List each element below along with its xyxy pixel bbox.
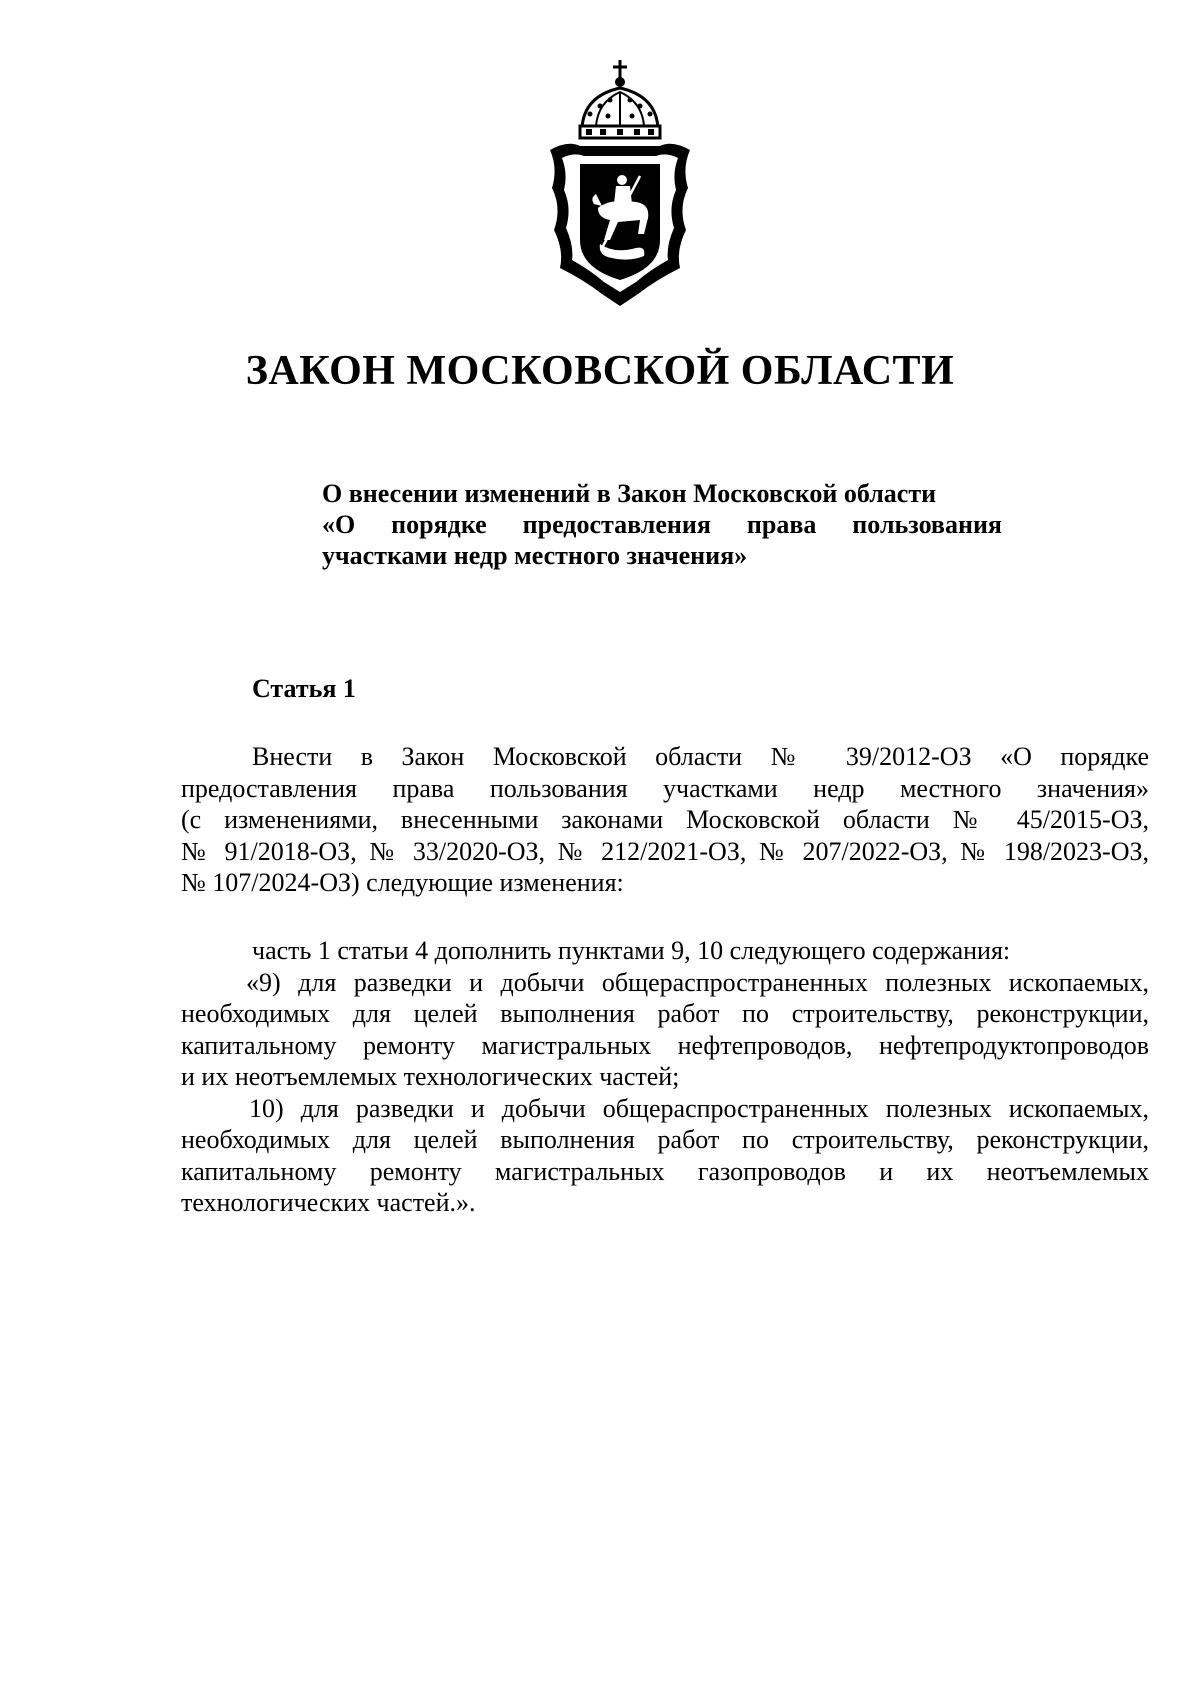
paragraph-line: капитальному ремонту магистральных нефтепроводов, нефтепродуктопроводов	[181, 1030, 1149, 1060]
paragraph-line: «9) для разведки и добычи общераспространенных полезных ископаемых,	[246, 967, 1149, 997]
subject-line: «О порядке предоставления права пользования	[322, 510, 1002, 539]
paragraph-line: Внести в Закон Московской области № 39/2012-ОЗ «О порядке	[252, 742, 1149, 771]
paragraph-line: необходимых для целей выполнения работ по строительству, реконструкции,	[181, 1125, 1149, 1154]
subject-line: участками недр местного значения»	[322, 541, 748, 570]
paragraph-line: часть 1 статьи 4 дополнить пунктами 9, 10 следующего содержания:	[252, 936, 1011, 965]
amendment-paragraph	[181, 935, 1149, 1219]
paragraph-line: необходимых для целей выполнения работ по строительству, реконструкции,	[181, 999, 1149, 1028]
law-title: ЗАКОН МОСКОВСКОЙ ОБЛАСТИ	[245, 348, 955, 394]
subject-line: О внесении изменений в Закон Московской области	[322, 479, 937, 508]
coat-of-arms-icon	[540, 58, 700, 308]
paragraph-line: 10) для разведки и добычи общераспространенных полезных ископаемых,	[249, 1093, 1149, 1123]
paragraph-line: капитальному ремонту магистральных газопроводов и их неотъемлемых	[181, 1156, 1149, 1186]
article-heading: Статья 1	[252, 674, 356, 703]
paragraph-line: предоставления права пользования участками недр местного значения»	[181, 773, 1149, 803]
paragraph-line: технологических частей.».	[181, 1188, 476, 1217]
paragraph-line: и их неотъемлемых технологических частей;	[181, 1062, 680, 1091]
law-subject	[322, 478, 1002, 571]
paragraph-line: № 91/2018-ОЗ, № 33/2020-ОЗ, № 212/2021-ОЗ, № 207/2022-ОЗ, № 198/2023-ОЗ,	[181, 836, 1149, 866]
paragraph-line: (с изменениями, внесенными законами Московской области № 45/2015-ОЗ,	[181, 805, 1149, 834]
paragraph-line: № 107/2024-ОЗ) следующие изменения:	[181, 868, 624, 897]
article-paragraph	[181, 741, 1149, 899]
